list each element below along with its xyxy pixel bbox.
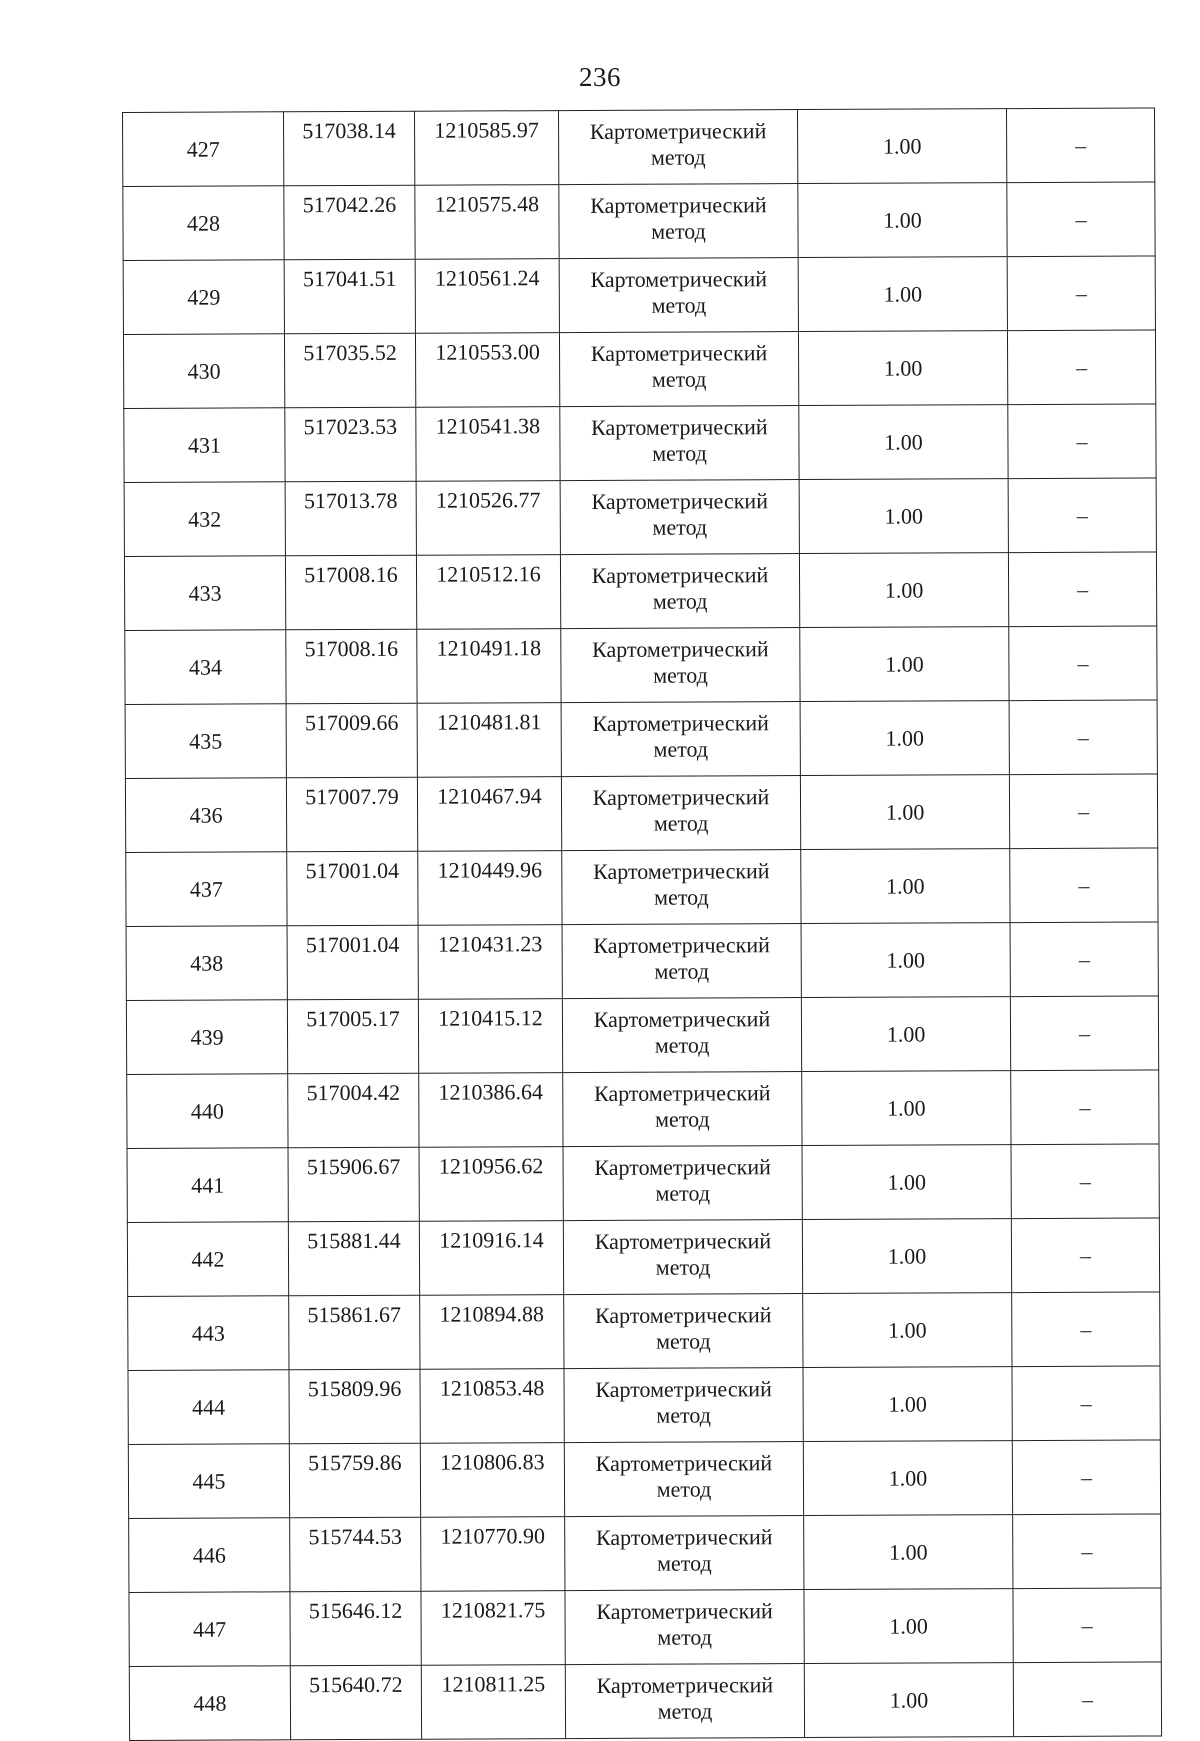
method-name: Картометрический <box>595 1450 773 1476</box>
description-cell: – <box>1009 700 1157 775</box>
method-suffix: метод <box>651 292 707 318</box>
method-name: Картометрический <box>593 1080 771 1106</box>
description-cell: – <box>1011 1218 1159 1293</box>
point-number-cell: 444 <box>128 1370 289 1445</box>
y-coordinate-cell: 1210449.96 <box>418 851 562 926</box>
method-cell <box>564 1368 803 1443</box>
point-number-cell: 441 <box>127 1148 288 1223</box>
method-cell <box>559 332 798 407</box>
method-cell <box>560 554 799 629</box>
precision-cell: 1.00 <box>798 183 1007 258</box>
method-name: Картометрический <box>594 1228 772 1254</box>
method-name: Картометрический <box>592 636 769 662</box>
method-cell <box>560 406 799 481</box>
point-number-cell: 448 <box>129 1666 290 1741</box>
method-suffix: метод <box>655 1254 711 1280</box>
method-cell <box>560 480 799 555</box>
x-coordinate-cell: 517007.79 <box>286 777 417 852</box>
y-coordinate-cell: 1210853.48 <box>420 1369 564 1444</box>
method-name: Картометрический <box>593 1006 771 1032</box>
page-number: 236 <box>579 62 621 92</box>
point-number-cell: 428 <box>123 186 284 261</box>
method-name: Картометрический <box>596 1672 774 1698</box>
x-coordinate-cell: 517001.04 <box>287 851 418 926</box>
table-row <box>127 1070 1159 1149</box>
table-row <box>126 996 1158 1075</box>
method-cell <box>563 1220 802 1295</box>
x-coordinate-cell: 517042.26 <box>284 185 415 260</box>
description-cell: – <box>1010 922 1158 997</box>
precision-cell: 1.00 <box>799 405 1008 480</box>
precision-cell: 1.00 <box>801 923 1010 998</box>
method-suffix: метод <box>651 218 706 244</box>
table-row <box>126 848 1158 927</box>
precision-cell: 1.00 <box>802 1219 1011 1294</box>
point-number-cell: 434 <box>125 630 286 705</box>
y-coordinate-cell: 1210415.12 <box>418 999 562 1074</box>
point-number-cell: 436 <box>125 778 286 853</box>
point-number-cell: 446 <box>129 1518 290 1593</box>
precision-cell: 1.00 <box>798 257 1007 332</box>
method-cell <box>561 776 800 851</box>
method-name: Картометрический <box>590 192 767 218</box>
method-suffix: метод <box>653 736 709 762</box>
description-cell: – <box>1007 256 1155 331</box>
description-cell: – <box>1012 1366 1160 1441</box>
y-coordinate-cell: 1210481.81 <box>417 703 561 778</box>
y-coordinate-cell: 1210553.00 <box>415 333 559 408</box>
precision-cell: 1.00 <box>797 109 1006 184</box>
x-coordinate-cell: 515881.44 <box>288 1221 419 1296</box>
method-name: Картометрический <box>592 784 770 810</box>
point-number-cell: 442 <box>127 1222 288 1297</box>
table-row <box>128 1292 1160 1371</box>
description-cell: – <box>1007 330 1155 405</box>
y-coordinate-cell: 1210770.90 <box>421 1517 565 1592</box>
x-coordinate-cell: 517041.51 <box>284 259 415 334</box>
table-row <box>123 330 1155 409</box>
point-number-cell: 439 <box>126 1000 287 1075</box>
table-body <box>123 108 1162 1740</box>
table-row <box>125 774 1157 853</box>
x-coordinate-cell: 515759.86 <box>289 1443 420 1518</box>
table-row <box>125 700 1157 779</box>
point-number-cell: 431 <box>124 408 285 483</box>
description-cell: – <box>1011 1070 1159 1145</box>
x-coordinate-cell: 517004.42 <box>288 1073 419 1148</box>
method-cell <box>562 998 801 1073</box>
method-name: Картометрический <box>591 562 769 588</box>
y-coordinate-cell: 1210575.48 <box>415 185 559 260</box>
table-row <box>125 626 1157 705</box>
description-cell: – <box>1009 774 1157 849</box>
method-suffix: метод <box>656 1328 711 1354</box>
x-coordinate-cell: 515809.96 <box>289 1369 420 1444</box>
point-number-cell: 437 <box>126 852 287 927</box>
y-coordinate-cell: 1210431.23 <box>418 925 562 1000</box>
y-coordinate-cell: 1210467.94 <box>417 777 561 852</box>
table-row <box>129 1588 1161 1667</box>
description-cell: – <box>1010 848 1158 923</box>
method-cell <box>565 1516 804 1591</box>
method-name: Картометрический <box>589 118 767 144</box>
point-number-cell: 432 <box>124 482 285 557</box>
y-coordinate-cell: 1210894.88 <box>420 1295 564 1370</box>
description-cell: – <box>1011 1144 1159 1219</box>
precision-cell: 1.00 <box>799 479 1008 554</box>
description-cell: – <box>1008 404 1156 479</box>
precision-cell: 1.00 <box>802 1071 1011 1146</box>
method-suffix: метод <box>655 1106 710 1132</box>
y-coordinate-cell: 1210561.24 <box>415 259 559 334</box>
method-suffix: метод <box>653 662 708 688</box>
method-suffix: метод <box>653 810 709 836</box>
method-name: Картометрический <box>595 1524 773 1550</box>
description-cell: – <box>1013 1662 1161 1737</box>
method-cell <box>565 1664 804 1739</box>
precision-cell: 1.00 <box>804 1515 1013 1590</box>
method-suffix: метод <box>652 440 707 466</box>
table-row <box>128 1366 1160 1445</box>
description-cell: – <box>1008 552 1156 627</box>
x-coordinate-cell: 515744.53 <box>290 1517 421 1592</box>
method-cell <box>562 924 801 999</box>
table-row <box>129 1514 1161 1593</box>
method-cell <box>559 258 798 333</box>
y-coordinate-cell: 1210541.38 <box>416 407 560 482</box>
x-coordinate-cell: 515906.67 <box>288 1147 419 1222</box>
method-name: Картометрический <box>590 266 768 292</box>
method-name: Картометрический <box>595 1376 772 1402</box>
x-coordinate-cell: 515646.12 <box>290 1591 421 1666</box>
method-cell <box>559 184 798 259</box>
x-coordinate-cell: 515861.67 <box>289 1295 420 1370</box>
method-suffix: метод <box>657 1624 712 1650</box>
method-name: Картометрический <box>590 340 768 366</box>
precision-cell: 1.00 <box>801 849 1010 924</box>
description-cell: – <box>1006 108 1154 183</box>
precision-cell: 1.00 <box>803 1441 1012 1516</box>
method-name: Картометрический <box>594 1154 771 1180</box>
precision-cell: 1.00 <box>798 331 1007 406</box>
precision-cell: 1.00 <box>804 1589 1013 1664</box>
x-coordinate-cell: 517035.52 <box>284 333 415 408</box>
point-number-cell: 430 <box>123 334 284 409</box>
point-number-cell: 438 <box>126 926 287 1001</box>
y-coordinate-cell: 1210811.25 <box>421 1665 565 1740</box>
method-name: Картометрический <box>591 414 768 440</box>
precision-cell: 1.00 <box>802 1145 1011 1220</box>
method-suffix: метод <box>652 588 708 614</box>
table-row <box>123 256 1155 335</box>
method-suffix: метод <box>656 1402 712 1428</box>
method-suffix: метод <box>656 1476 712 1502</box>
method-cell <box>562 850 801 925</box>
precision-cell: 1.00 <box>800 627 1009 702</box>
y-coordinate-cell: 1210956.62 <box>419 1147 563 1222</box>
description-cell: – <box>1008 478 1156 553</box>
method-name: Картометрический <box>592 710 769 736</box>
method-name: Картометрический <box>591 488 768 514</box>
method-suffix: метод <box>654 1032 710 1058</box>
method-cell <box>565 1590 804 1665</box>
method-suffix: метод <box>657 1698 713 1724</box>
method-name: Картометрический <box>593 858 770 884</box>
method-cell <box>561 628 800 703</box>
x-coordinate-cell: 517038.14 <box>284 111 415 186</box>
y-coordinate-cell: 1210585.97 <box>414 111 558 186</box>
table-row <box>123 108 1155 187</box>
x-coordinate-cell: 517013.78 <box>285 481 416 556</box>
table-row <box>127 1218 1159 1297</box>
method-cell <box>564 1294 803 1369</box>
y-coordinate-cell: 1210386.64 <box>419 1073 563 1148</box>
method-name: Картометрический <box>593 932 770 958</box>
table-row <box>124 404 1156 483</box>
precision-cell: 1.00 <box>804 1663 1013 1738</box>
description-cell: – <box>1009 626 1157 701</box>
method-suffix: метод <box>656 1550 712 1576</box>
method-name: Картометрический <box>594 1302 772 1328</box>
y-coordinate-cell: 1210526.77 <box>416 481 560 556</box>
x-coordinate-cell: 517008.16 <box>286 629 417 704</box>
point-number-cell: 440 <box>127 1074 288 1149</box>
precision-cell: 1.00 <box>803 1293 1012 1368</box>
description-cell: – <box>1013 1514 1161 1589</box>
precision-cell: 1.00 <box>800 701 1009 776</box>
description-cell: – <box>1012 1440 1160 1515</box>
precision-cell: 1.00 <box>800 775 1009 850</box>
method-suffix: метод <box>654 884 709 910</box>
y-coordinate-cell: 1210821.75 <box>421 1591 565 1666</box>
table-row <box>126 922 1158 1001</box>
method-cell <box>563 1146 802 1221</box>
table-row <box>127 1144 1159 1223</box>
method-suffix: метод <box>654 958 710 984</box>
point-number-cell: 445 <box>128 1444 289 1519</box>
description-cell: – <box>1010 996 1158 1071</box>
description-cell: – <box>1012 1292 1160 1367</box>
table-row <box>129 1662 1161 1741</box>
y-coordinate-cell: 1210512.16 <box>416 555 560 630</box>
description-cell: – <box>1007 182 1155 257</box>
coordinates-table <box>122 107 1162 1740</box>
method-cell <box>561 702 800 777</box>
point-number-cell: 429 <box>123 260 284 335</box>
x-coordinate-cell: 517023.53 <box>285 407 416 482</box>
method-cell <box>564 1442 803 1517</box>
precision-cell: 1.00 <box>799 553 1008 628</box>
method-suffix: метод <box>655 1180 711 1206</box>
table-row <box>124 552 1156 631</box>
method-suffix: метод <box>652 514 708 540</box>
point-number-cell: 435 <box>125 704 286 779</box>
y-coordinate-cell: 1210491.18 <box>417 629 561 704</box>
point-number-cell: 433 <box>124 556 285 631</box>
x-coordinate-cell: 517008.16 <box>285 555 416 630</box>
x-coordinate-cell: 517005.17 <box>287 999 418 1074</box>
point-number-cell: 443 <box>128 1296 289 1371</box>
x-coordinate-cell: 515640.72 <box>290 1665 421 1740</box>
y-coordinate-cell: 1210916.14 <box>419 1221 563 1296</box>
table-row <box>128 1440 1160 1519</box>
method-name: Картометрический <box>596 1598 773 1624</box>
description-cell: – <box>1013 1588 1161 1663</box>
method-suffix: метод <box>650 144 706 170</box>
point-number-cell: 447 <box>129 1592 290 1667</box>
method-suffix: метод <box>651 366 707 392</box>
x-coordinate-cell: 517001.04 <box>287 925 418 1000</box>
precision-cell: 1.00 <box>803 1367 1012 1442</box>
point-number-cell: 427 <box>123 112 284 187</box>
x-coordinate-cell: 517009.66 <box>286 703 417 778</box>
table-row <box>123 182 1155 261</box>
method-cell <box>558 110 797 185</box>
table-row <box>124 478 1156 557</box>
precision-cell: 1.00 <box>801 997 1010 1072</box>
y-coordinate-cell: 1210806.83 <box>420 1443 564 1518</box>
method-cell <box>563 1072 802 1147</box>
